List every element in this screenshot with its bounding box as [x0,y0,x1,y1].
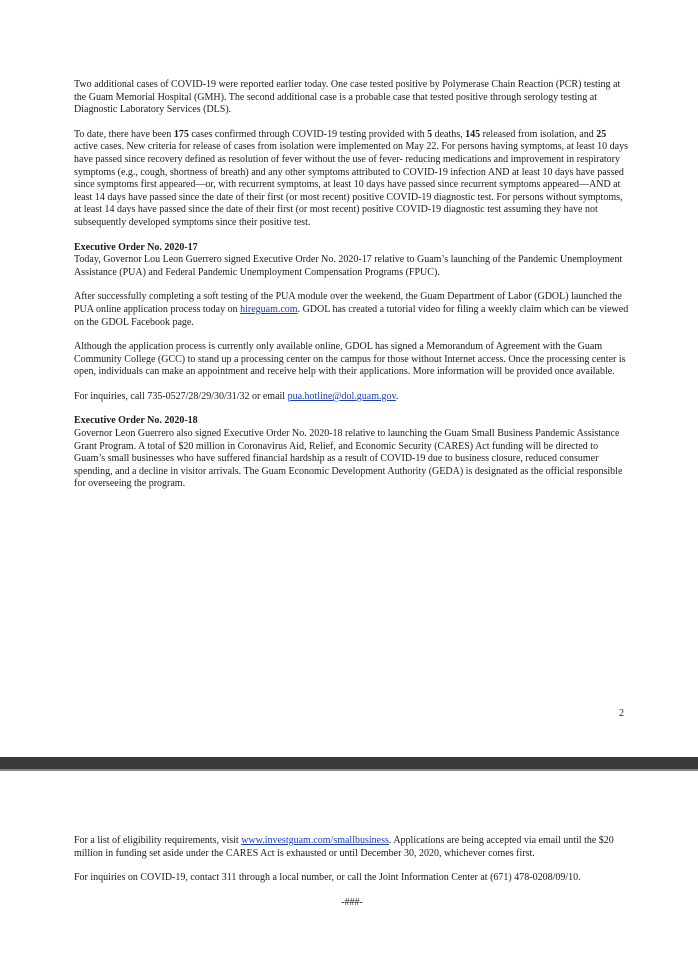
heading-eo-2020-18: Executive Order No. 2020-18 [74,415,198,427]
paragraph-pua-inquiries [74,391,630,404]
eo-2020-17-text: Today, Governor Lou Leon Guerrero signed Executive Order No. 2020-17 relative to Guam’s launching of the Pandemic Unemployment Assistance (PUA) and Federal Pandemic Unemployment Compensation Programs (FPUC). [74,254,623,278]
page-number: 2 [619,708,624,719]
section-eo-2020-18 [74,415,630,491]
death-count: 5 [427,128,433,140]
document-page-2 [0,771,698,956]
heading-eo-2020-17: Executive Order No. 2020-17 [74,241,198,253]
text-run: To date, there have been [74,128,174,140]
page-separator [0,757,698,771]
text-run: deaths, [432,128,466,140]
eo-2020-18-text: Governor Leon Guerrero also signed Executive Order No. 2020-18 relative to launching the Guam Small Business Pandemic Assistance Grant Program. A total of $20 million in Coronavirus Aid, Relief, and Economic Security (CARES) Act funding will be directed to Guam’s small businesses who have suffered financial hardship as a result of COVID-19 due to business closure, reduced consumer spending, and a decline in visitor arrivals. The Guam Economic Development Authority (GEDA) is designated as the official responsible for overseeing the program. [74,428,623,490]
paragraph-processing-center: Although the application process is currently only available online, GDOL has signed a Memorandum of Agreement with the Guam Community College (GCC) to stand up a processing center on the campus for those without Internet access. Once the processing center is open, individuals can make an appointment and receive help with their applications. More information will be provided once available. [74,341,626,378]
text-run: After successfully completing a soft testing of the PUA module over the weekend, the Guam Department of Labor (GDOL) launched the PUA online application process today on [74,291,622,315]
text-run: For inquiries, call 735-0527/28/29/30/31/32 or email [74,390,288,402]
page-2-body [74,835,630,909]
paragraph-new-cases: Two additional cases of COVID-19 were reported earlier today. One case tested positive by Polymerase Chain Reaction (PCR) testing at the Guam Memorial Hospital (GMH). The second additional case is a probable case that tested positive through serology testing at Diagnostic Laboratory Services (DLS). [74,79,621,116]
text-run: . Applications are being accepted via email until the $20 million in funding set aside under the CARES Act is exhausted or until December 30, 2020, whichever comes first. [74,835,614,859]
page-1-body [74,79,630,503]
paragraph-pua-launch [74,291,630,329]
end-mark: -###- [341,896,363,908]
text-run: . GDOL has created a tutorial video for filing a weekly claim which can be viewed on the GDOL Facebook page. [74,303,629,328]
investguam-link[interactable]: www.investguam.com/smallbusiness [241,835,389,846]
paragraph-eligibility [74,835,630,860]
text-run: released from isolation, and [480,128,597,140]
confirmed-count: 175 [173,128,189,140]
hireguam-link[interactable]: hireguam.com [240,303,298,315]
section-eo-2020-17 [74,242,630,280]
paragraph-covid-inquiries: For inquiries on COVID-19, contact 311 through a local number, or call the Joint Information Center at (671) 478-0208/09/10. [74,872,581,884]
text-run: For a list of eligibility requirements, visit [74,835,242,846]
released-count: 145 [465,128,481,140]
text-run: . [395,390,399,402]
active-count: 25 [596,128,607,140]
text-run: cases confirmed through COVID-19 testing provided with [188,128,428,140]
text-run: active cases. New criteria for release of cases from isolation were implemented on May 22. For persons having symptoms, at least 10 days have passed since recovery defined as resolution of fever without the use of fever- reducing medications and improvement in respiratory symptoms (e.g., cough, shortness of breath) and any other symptoms attributed to COVID-19 infection AND at least 10 days have passed since symptoms first appeared—or, with recurrent symptoms, at least 10 days have passed since recurrent symptoms appeared—AND at least 14 days have passed since the date of their first (or most recent) positive COVID-19 diagnostic test. For persons without symptoms, at least 14 days have passed since the date of their first (or most recent) positive COVID-19 diagnostic test assuming they have not subsequently developed symptoms since their positive test. [74,141,629,228]
paragraph-case-totals [74,129,630,230]
pua-hotline-email-link[interactable]: pua.hotline@dol.guam.gov [287,390,396,402]
